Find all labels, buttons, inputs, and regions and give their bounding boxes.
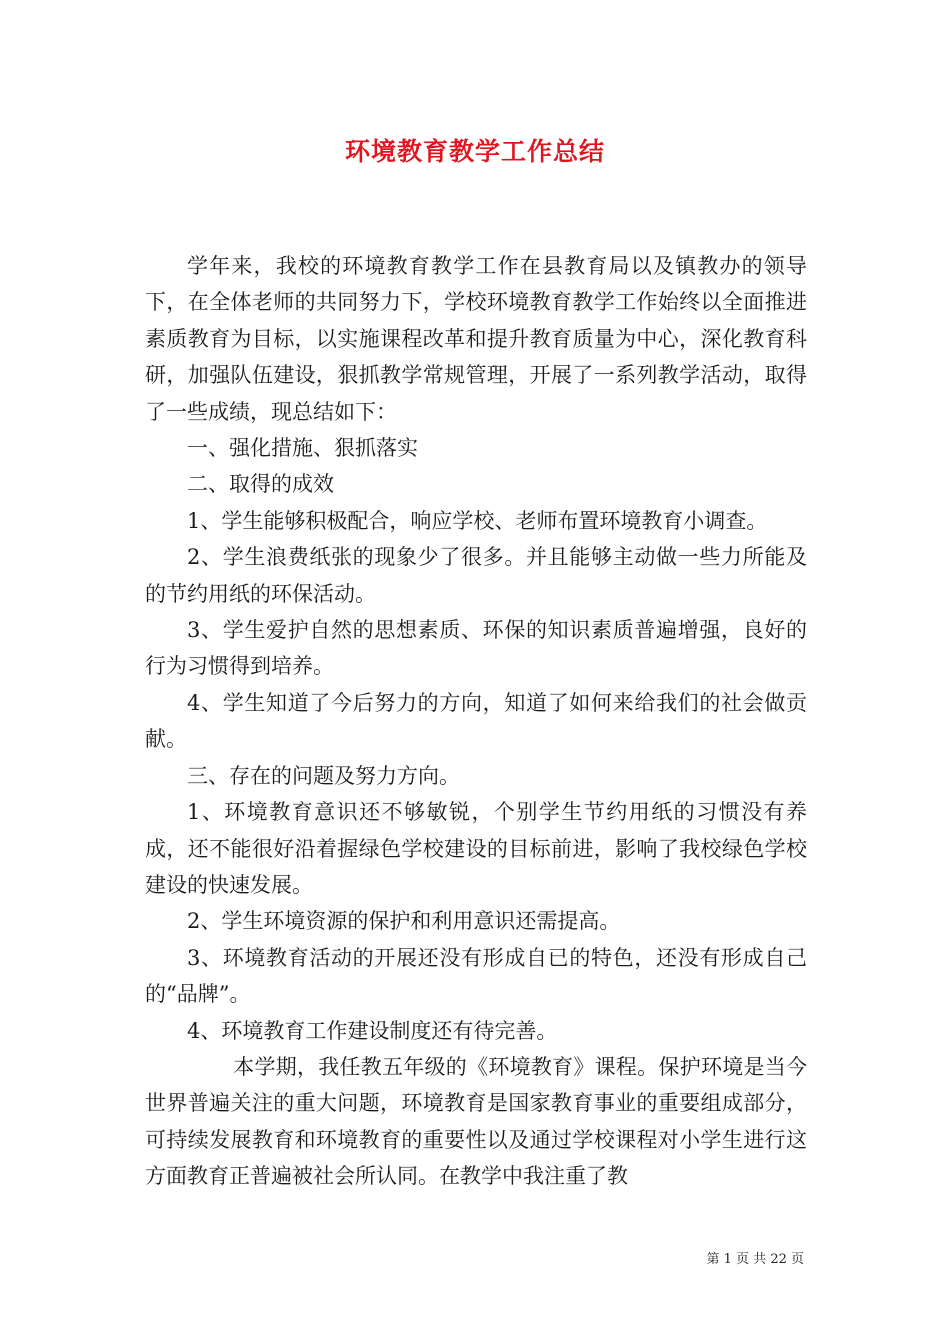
paragraph-intro: 学年来，我校的环境教育教学工作在县教育局以及镇教办的领导下，在全体老师的共同努力下，学校环境教育教学工作始终以全面推进素质教育为目标，以实施课程改革和提升教育质量为中心，深化教育科研，加强队伍建设，狠抓教学常规管理，开展了一系列教学活动，取得了一些成绩，现总结如下： bbox=[145, 254, 807, 424]
section-heading-3: 三、存在的问题及努力方向。 bbox=[187, 763, 460, 788]
result-item-1: 1、学生能够积极配合，响应学校、老师布置环境教育小调查。 bbox=[187, 508, 768, 533]
paragraph-semester: 本学期，我任教五年级的《环境教育》课程。保护环境是当今世界普遍关注的重大问题，环境教育是国家教育事业的重要组成部分，可持续发展教育和环境教育的重要性以及通过学校课程对小学生进行这方面教育正普遍被社会所认同。在教学中我注重了教 bbox=[145, 1054, 807, 1189]
document-body bbox=[145, 248, 807, 1195]
result-item-3: 3、学生爱护自然的思想素质、环保的知识素质普遍增强，良好的行为习惯得到培养。 bbox=[145, 618, 807, 679]
page-number: 第 1 页 共 22 页 bbox=[706, 1252, 804, 1267]
document-title: 环境教育教学工作总结 bbox=[344, 137, 605, 166]
problem-item-3: 3、环境教育活动的开展还没有形成自已的特色，还没有形成自己的“品牌”。 bbox=[145, 945, 807, 1007]
result-item-2: 2、学生浪费纸张的现象少了很多。并且能够主动做一些力所能及的节约用纸的环保活动。 bbox=[145, 545, 807, 606]
result-item-4: 4、学生知道了今后努力的方向，知道了如何来给我们的社会做贡献。 bbox=[145, 690, 807, 752]
problem-item-1: 1、环境教育意识还不够敏锐，个别学生节约用纸的习惯没有养成，还不能很好沿着握绿色学校建设的目标前进，影响了我校绿色学校建设的快速发展。 bbox=[145, 800, 807, 897]
section-heading-1: 一、强化措施、狠抓落实 bbox=[187, 436, 418, 461]
problem-item-4: 4、环境教育工作建设制度还有待完善。 bbox=[187, 1018, 558, 1043]
section-heading-2: 二、取得的成效 bbox=[187, 472, 334, 497]
problem-item-2: 2、学生环境资源的保护和利用意识还需提高。 bbox=[187, 909, 621, 934]
